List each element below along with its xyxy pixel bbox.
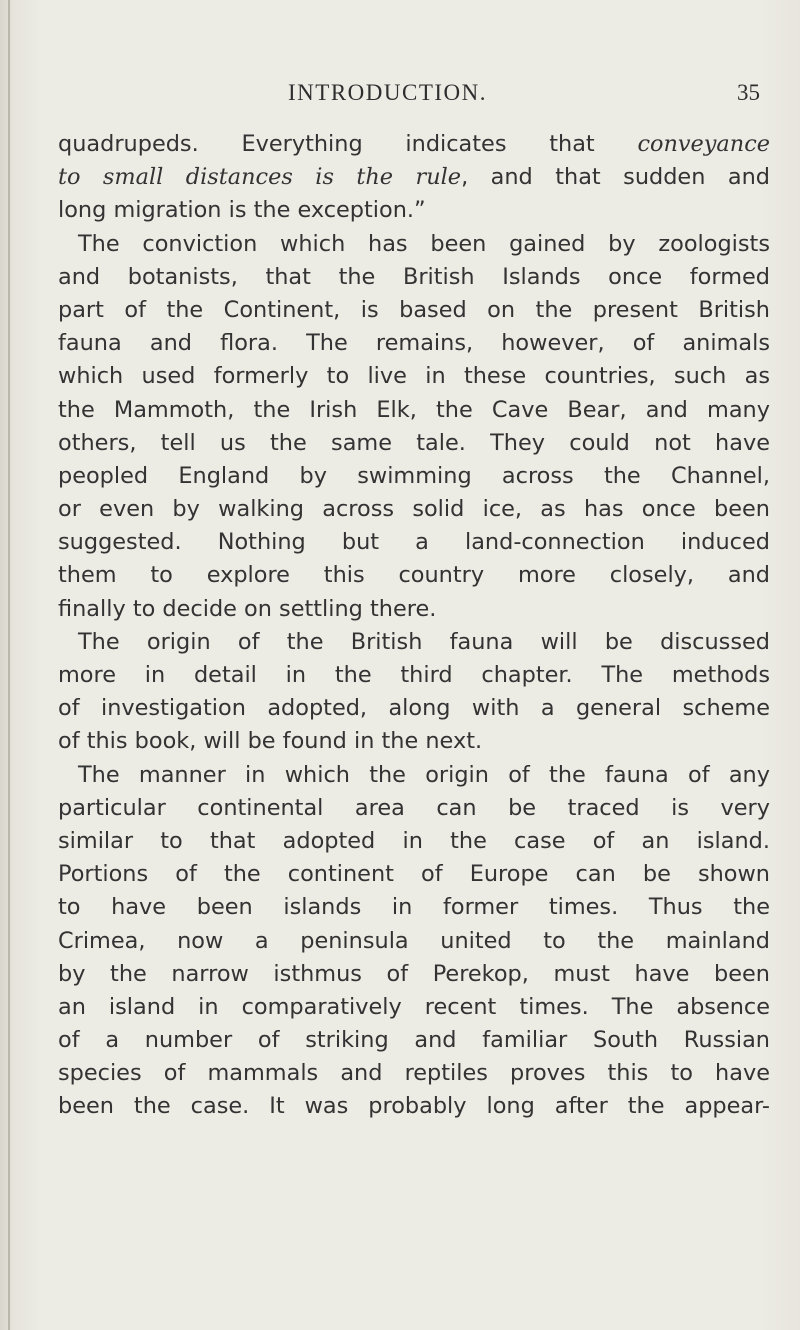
text-span: others, tell us the same tale. They could not have bbox=[58, 429, 770, 456]
text-line bbox=[58, 692, 770, 725]
text-span: or even by walking across solid ice, as has once been bbox=[58, 496, 770, 523]
text-span: fauna and flora. The remains, however, of animals bbox=[58, 330, 770, 357]
text-span: been the case. It was probably long after the appear- bbox=[58, 1093, 770, 1120]
text-span: an island in comparatively recent times. The absence bbox=[58, 993, 770, 1020]
text-line bbox=[58, 526, 770, 559]
text-span: part of the Continent, is based on the present British bbox=[58, 296, 770, 323]
text-line bbox=[58, 327, 770, 360]
text-span: of a number of striking and familiar South Russian bbox=[58, 1027, 770, 1054]
text-span: similar to that adopted in the case of an island. bbox=[58, 827, 770, 854]
text-line bbox=[58, 194, 770, 227]
text-line bbox=[58, 128, 770, 161]
text-line bbox=[58, 493, 770, 526]
running-title: INTRODUCTION. bbox=[288, 80, 488, 105]
text-span: long migration is the exception.” bbox=[58, 197, 426, 224]
text-line bbox=[58, 626, 770, 659]
text-line bbox=[58, 858, 770, 891]
text-line bbox=[58, 161, 770, 194]
text-span: Portions of the continent of Europe can be shown bbox=[58, 861, 770, 888]
text-span: The manner in which the origin of the fauna of any bbox=[78, 761, 770, 788]
text-line bbox=[58, 228, 770, 261]
text-line bbox=[58, 725, 770, 758]
text-span: to have been islands in former times. Thus the bbox=[58, 894, 770, 921]
text-span: , and that sudden and bbox=[461, 164, 770, 191]
italic-text: conveyance bbox=[637, 131, 770, 157]
text-line bbox=[58, 659, 770, 692]
text-span: suggested. Nothing but a land-connection induced bbox=[58, 529, 770, 556]
text-line bbox=[58, 1024, 770, 1057]
page-header bbox=[70, 80, 760, 116]
text-line bbox=[58, 825, 770, 858]
text-line bbox=[58, 360, 770, 393]
text-line bbox=[58, 925, 770, 958]
text-span: Crimea, now a peninsula united to the mainland bbox=[58, 927, 770, 954]
text-span: of this book, will be found in the next. bbox=[58, 728, 483, 755]
text-span: particular continental area can be traced is very bbox=[58, 794, 770, 821]
text-line bbox=[58, 559, 770, 592]
text-line bbox=[58, 261, 770, 294]
text-span: more in detail in the third chapter. The methods bbox=[58, 662, 770, 688]
text-line bbox=[58, 593, 770, 626]
text-span: peopled England by swimming across the Channel, bbox=[58, 462, 770, 489]
text-span: the Mammoth, the Irish Elk, the Cave Bear, and many bbox=[58, 396, 770, 423]
text-span: finally to decide on settling there. bbox=[58, 595, 437, 622]
text-line bbox=[58, 991, 770, 1024]
text-span: species of mammals and reptiles proves this to have bbox=[58, 1060, 770, 1087]
text-span: which used formerly to live in these countries, such as bbox=[58, 363, 770, 390]
text-line bbox=[58, 427, 770, 460]
italic-text: to small distances is the rule bbox=[58, 164, 462, 191]
text-line bbox=[58, 394, 770, 427]
text-span: of investigation adopted, along with a general scheme bbox=[58, 695, 770, 722]
text-span: them to explore this country more closely, and bbox=[58, 562, 770, 589]
page-number: 35 bbox=[737, 80, 760, 105]
text-line bbox=[58, 759, 770, 792]
body-text bbox=[58, 128, 770, 1124]
text-span: quadrupeds. Everything indicates that bbox=[58, 131, 638, 157]
text-span: The conviction which has been gained by zoologists bbox=[78, 230, 770, 257]
text-line bbox=[58, 1057, 770, 1090]
text-line bbox=[58, 294, 770, 327]
text-line bbox=[58, 460, 770, 493]
text-span: by the narrow isthmus of Perekop, must have been bbox=[58, 960, 770, 987]
page-gutter-edge bbox=[8, 0, 10, 1330]
text-line bbox=[58, 891, 770, 924]
text-line bbox=[58, 1090, 770, 1123]
text-line bbox=[58, 958, 770, 991]
text-span: and botanists, that the British Islands once formed bbox=[58, 263, 770, 290]
text-line bbox=[58, 792, 770, 825]
text-span: The origin of the British fauna will be discussed bbox=[78, 628, 770, 655]
